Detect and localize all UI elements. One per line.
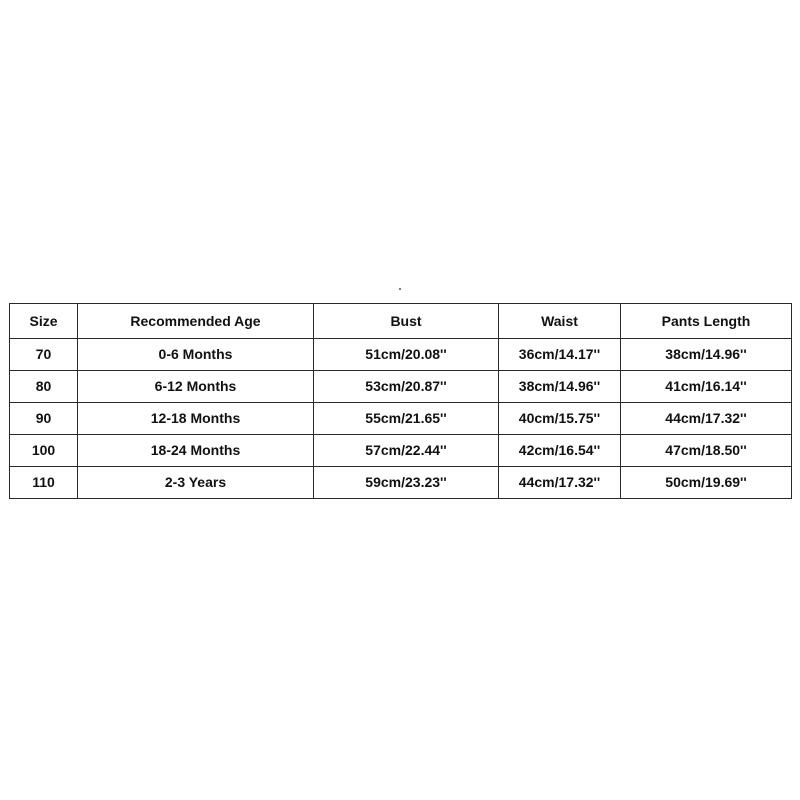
cell-age: 6-12 Months [78, 371, 314, 403]
cell-pants-length: 44cm/17.32'' [621, 403, 792, 435]
cell-waist: 44cm/17.32'' [499, 467, 621, 499]
table-row [10, 467, 792, 499]
header-waist: Waist [499, 304, 621, 339]
cell-pants-length: 41cm/16.14'' [621, 371, 792, 403]
cell-bust: 55cm/21.65'' [314, 403, 499, 435]
table-row [10, 435, 792, 467]
cell-bust: 59cm/23.23'' [314, 467, 499, 499]
table-row [10, 339, 792, 371]
cell-size: 80 [10, 371, 78, 403]
cell-size: 110 [10, 467, 78, 499]
cell-bust: 57cm/22.44'' [314, 435, 499, 467]
cell-waist: 40cm/15.75'' [499, 403, 621, 435]
header-recommended-age: Recommended Age [78, 304, 314, 339]
cell-size: 100 [10, 435, 78, 467]
size-chart-table [9, 303, 792, 499]
cell-waist: 42cm/16.54'' [499, 435, 621, 467]
cell-size: 90 [10, 403, 78, 435]
cell-pants-length: 50cm/19.69'' [621, 467, 792, 499]
header-pants-length: Pants Length [621, 304, 792, 339]
table-header-row [10, 304, 792, 339]
stray-dot [399, 288, 401, 290]
cell-age: 18-24 Months [78, 435, 314, 467]
cell-age: 2-3 Years [78, 467, 314, 499]
header-bust: Bust [314, 304, 499, 339]
cell-waist: 36cm/14.17'' [499, 339, 621, 371]
cell-waist: 38cm/14.96'' [499, 371, 621, 403]
table-row [10, 371, 792, 403]
cell-age: 0-6 Months [78, 339, 314, 371]
cell-size: 70 [10, 339, 78, 371]
cell-bust: 51cm/20.08'' [314, 339, 499, 371]
cell-pants-length: 38cm/14.96'' [621, 339, 792, 371]
header-size: Size [10, 304, 78, 339]
cell-bust: 53cm/20.87'' [314, 371, 499, 403]
table-row [10, 403, 792, 435]
cell-age: 12-18 Months [78, 403, 314, 435]
cell-pants-length: 47cm/18.50'' [621, 435, 792, 467]
